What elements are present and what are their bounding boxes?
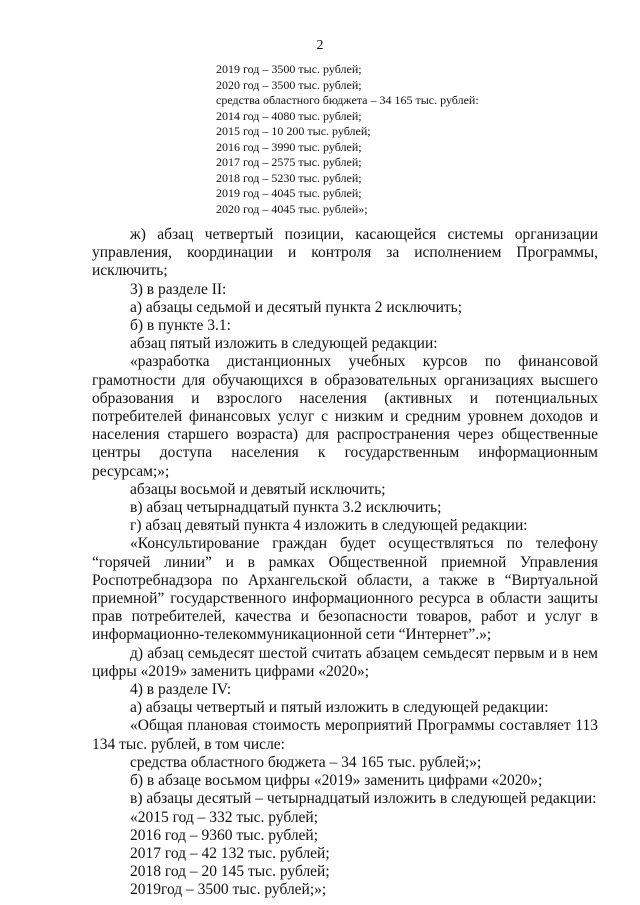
paragraph: абзац пятый изложить в следующей редакции: <box>130 335 438 353</box>
paragraph: «Консультирование граждан будет осуществляться по телефону “горячей линии” и в рамках Общественной приемной Управления Роспотребнадзора по Архангельской области, а также в “Виртуальной приемной” государственного информационного ресурса в области защиты прав потребителей, качества и безопасности товаров, работ и услуг в информационно-телекоммуникационной сети “Интернет”.»; <box>92 535 598 644</box>
paragraph: г) абзац девятый пункта 4 изложить в следующей редакции: <box>130 517 528 535</box>
paragraph: 3) в разделе II: <box>130 280 227 298</box>
funding-line: 2018 год – 5230 тыс. рублей; <box>216 170 362 185</box>
paragraph: а) абзацы четвертый и пятый изложить в следующей редакции: <box>130 699 549 717</box>
paragraph: абзацы восьмой и девятый исключить; <box>130 480 386 498</box>
paragraph: д) абзац семьдесят шестой считать абзацем семьдесят первым и в нем цифры «2019» заменить цифрами «2020»; <box>92 644 598 680</box>
paragraph: б) в абзаце восьмом цифры «2019» заменить цифрами «2020»; <box>130 772 543 790</box>
funding-line: 2015 год – 10 200 тыс. рублей; <box>216 124 371 138</box>
paragraph: «разработка дистанционных учебных курсов по финансовой грамотности для обучающихся в образовательных организациях высшего образования и взрослого населения (активных и потенциальных потребителей финансовых услуг с низким и средним уровнем доходов и населения старшего возраста) для распространения через общественные центры доступа населения к государственным информационным ресурсам;»; <box>92 353 598 480</box>
paragraph: б) в пункте 3.1: <box>130 317 231 335</box>
funding-line: 2017 год – 2575 тыс. рублей; <box>216 155 362 169</box>
funding-line: 2014 год – 4080 тыс. рублей; <box>216 108 362 123</box>
paragraph: 2016 год – 9360 тыс. рублей; <box>130 826 319 844</box>
funding-line: 2019 год – 3500 тыс. рублей; <box>216 62 362 76</box>
funding-line: 2016 год – 3990 тыс. рублей; <box>216 139 362 154</box>
paragraph: средства областного бюджета – 34 165 тыс. рублей;»; <box>130 753 482 771</box>
paragraph: 2019год – 3500 тыс. рублей;»; <box>130 881 327 899</box>
funding-line: средства областного бюджета – 34 165 тыс. рублей: <box>216 93 479 107</box>
page-number: 2 <box>316 38 324 53</box>
funding-line: 2020 год – 3500 тыс. рублей; <box>216 77 362 92</box>
paragraph: а) абзацы седьмой и десятый пункта 2 исключить; <box>130 298 463 316</box>
funding-line: 2019 год – 4045 тыс. рублей; <box>216 186 362 200</box>
amendments-text <box>92 226 598 900</box>
paragraph: в) абзацы десятый – четырнадцатый изложить в следующей редакции: <box>130 790 597 808</box>
paragraph: в) абзац четырнадцатый пункта 3.2 исключить; <box>130 499 442 517</box>
paragraph: 2017 год – 42 132 тыс. рублей; <box>130 844 330 862</box>
paragraph: 2018 год – 20 145 тыс. рублей; <box>130 863 330 881</box>
funding-list <box>216 62 479 217</box>
paragraph: «Общая плановая стоимость мероприятий Программы составляет 113 134 тыс. рублей, в том числе: <box>92 717 598 753</box>
funding-line: 2020 год – 4045 тыс. рублей»; <box>216 201 368 216</box>
paragraph: «2015 год – 332 тыс. рублей; <box>130 808 319 826</box>
paragraph: 4) в разделе IV: <box>130 681 232 699</box>
paragraph: ж) абзац четвертый позиции, касающейся системы организации управления, координации и контроля за исполнением Программы, исключить; <box>92 226 598 280</box>
